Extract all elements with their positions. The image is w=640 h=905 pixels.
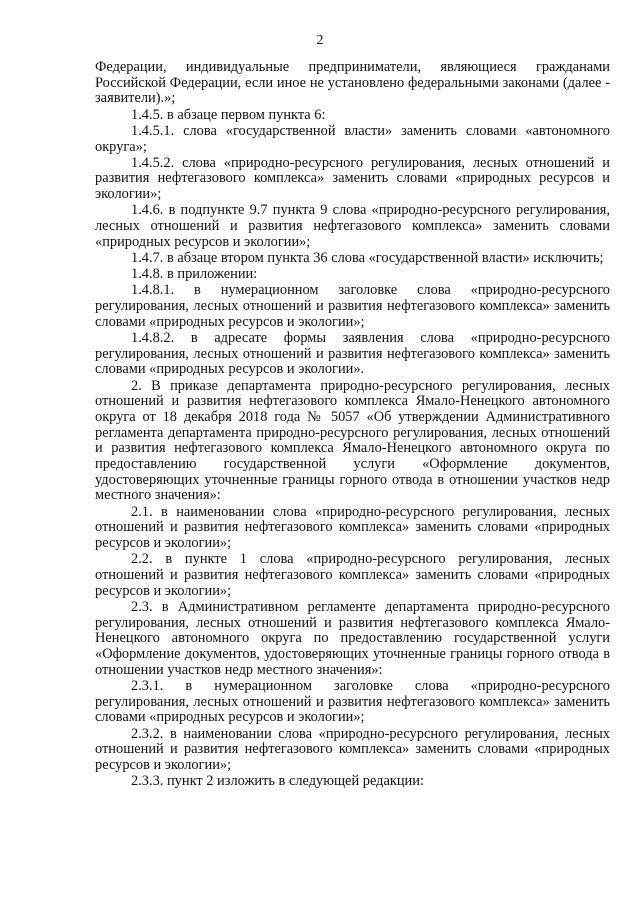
paragraph-1-4-8: 1.4.8. в приложении: — [131, 266, 258, 283]
paragraph-2-3-2: 2.3.2. в наименовании слова «природно-ресурсного регулирования, лесных отношений и развития нефтегазового комплекса» заменить словами «природных ресурсов и экологии»; — [95, 725, 610, 773]
paragraph-continuation: Федерации, индивидуальные предприниматели, являющиеся гражданами Российской Федерации, если иное не установлено федеральными законами (далее - заявители).»; — [95, 59, 610, 107]
page-number: 2 — [316, 33, 324, 48]
paragraph-2-3: 2.3. в Административном регламенте департамента природно-ресурсного регулирования, лесных отношений и развития нефтегазового комплекса Ямало-Ненецкого автономного округа по предоставлению государственной услуги «Оформление документов, удостоверяющих уточненные границы горного отвода в отношении участков недр местного значения»: — [95, 598, 610, 678]
paragraph-2-1: 2.1. в наименовании слова «природно-ресурсного регулирования, лесных отношений и развития нефтегазового комплекса» заменить словами «природных ресурсов и экологии»; — [95, 503, 610, 552]
paragraph-2-2: 2.2. в пункте 1 слова «природно-ресурсного регулирования, лесных отношений и развития нефтегазового комплекса» заменить словами «природных ресурсов и экологии»; — [95, 551, 610, 599]
paragraph-2: 2. В приказе департамента природно-ресурсного регулирования, лесных отношений и развития нефтегазового комплекса Ямало-Ненецкого автономного округа от 18 декабря 2018 года № 5057 «Об утверждении Административного регламента департамента природно-ресурсного регулирования, лесных отношений и развития нефтегазового комплекса Ямало-Ненецкого автономного округа по предоставлению государственной услуги «Оформление документов, удостоверяющих уточненные границы горного отвода в отношении участков недр местного значения»: — [95, 377, 610, 504]
paragraph-1-4-5: 1.4.5. в абзаце первом пункта 6: — [131, 106, 326, 123]
paragraph-1-4-7: 1.4.7. в абзаце втором пункта 36 слова «государственной власти» исключить; — [131, 249, 604, 266]
paragraph-1-4-5-1: 1.4.5.1. слова «государственной власти» заменить словами «автономного округа»; — [95, 122, 610, 155]
paragraph-1-4-6: 1.4.6. в подпункте 9.7 пункта 9 слова «природно-ресурсного регулирования, лесных отношений и развития нефтегазового комплекса» заменить словами «природных ресурсов и экологии»; — [95, 202, 610, 250]
paragraph-2-3-3: 2.3.3. пункт 2 изложить в следующей редакции: — [131, 773, 424, 790]
paragraph-1-4-8-1: 1.4.8.1. в нумерационном заголовке слова «природно-ресурсного регулирования, лесных отношений и развития нефтегазового комплекса» заменить словами «природных ресурсов и экологии»; — [95, 282, 610, 330]
paragraph-1-4-5-2: 1.4.5.2. слова «природно-ресурсного регулирования, лесных отношений и развития нефтегазового комплекса» заменить словами «природных ресурсов и экологии»; — [95, 154, 610, 203]
paragraph-2-3-1: 2.3.1. в нумерационном заголовке слова «природно-ресурсного регулирования, лесных отношений и развития нефтегазового комплекса» заменить словами «природных ресурсов и экологии»; — [95, 677, 610, 726]
paragraph-1-4-8-2: 1.4.8.2. в адресате формы заявления слова «природно-ресурсного регулирования, лесных отношений и развития нефтегазового комплекса» заменить словами «природных ресурсов и экологии». — [95, 329, 610, 378]
document-body — [95, 60, 610, 790]
